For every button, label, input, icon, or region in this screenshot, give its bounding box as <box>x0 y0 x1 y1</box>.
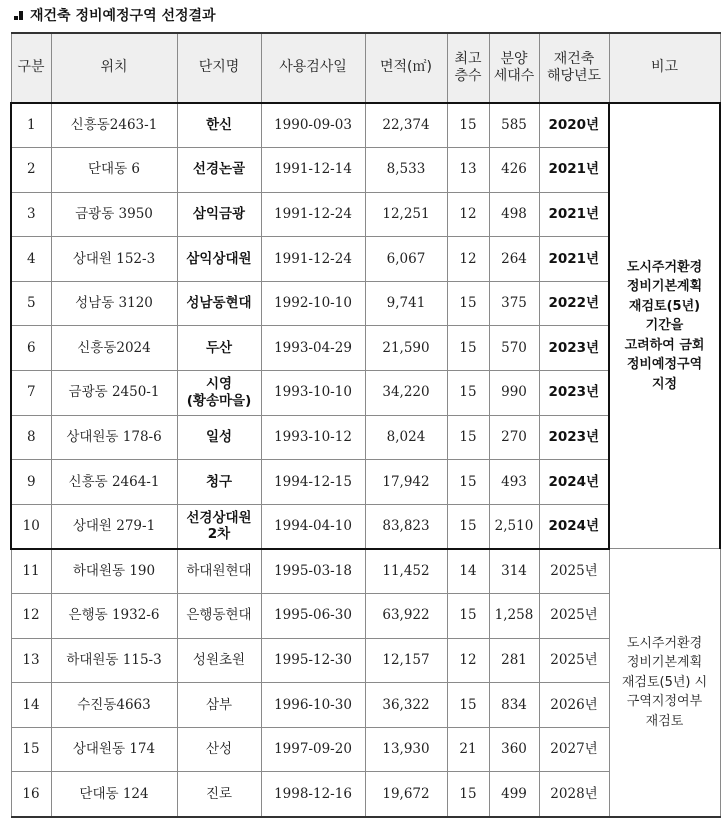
cell-rebuild-year: 2021년 <box>539 192 609 237</box>
cell-units: 281 <box>489 638 539 683</box>
cell-note <box>609 103 720 549</box>
cell-units: 426 <box>489 148 539 193</box>
cell-no: 11 <box>11 549 51 594</box>
cell-units: 264 <box>489 237 539 282</box>
note-line: 재검토(5년) 시 <box>621 674 708 690</box>
cell-rebuild-year: 2026년 <box>539 683 609 728</box>
cell-max-floor: 13 <box>447 148 489 193</box>
cell-location: 상대원동 178-6 <box>51 415 177 460</box>
header-area: 면적(㎡) <box>365 33 447 103</box>
complex-name-line: 청구 <box>205 473 233 490</box>
cell-location: 단대동 124 <box>51 772 177 817</box>
cell-approval-date: 1990-09-03 <box>261 103 365 148</box>
header-note: 비고 <box>609 33 720 103</box>
cell-area: 12,157 <box>365 638 447 683</box>
complex-name-line: 삼부 <box>205 696 233 713</box>
cell-location: 금광동 3950 <box>51 192 177 237</box>
cell-location: 은행동 1932-6 <box>51 594 177 639</box>
cell-approval-date: 1995-06-30 <box>261 594 365 639</box>
cell-units: 493 <box>489 460 539 505</box>
header-rebuild-year <box>539 33 609 103</box>
cell-rebuild-year: 2022년 <box>539 281 609 326</box>
header-no: 구분 <box>11 33 51 103</box>
cell-units: 585 <box>489 103 539 148</box>
header-max-floor-line1: 최고 <box>454 50 482 67</box>
cell-approval-date: 1991-12-24 <box>261 237 365 282</box>
cell-no: 3 <box>11 192 51 237</box>
page-title <box>14 4 216 26</box>
cell-area: 11,452 <box>365 549 447 594</box>
cell-max-floor: 15 <box>447 371 489 416</box>
cell-max-floor: 14 <box>447 549 489 594</box>
cell-rebuild-year: 2023년 <box>539 326 609 371</box>
cell-no: 5 <box>11 281 51 326</box>
cell-units: 499 <box>489 772 539 817</box>
cell-area: 6,067 <box>365 237 447 282</box>
cell-max-floor: 12 <box>447 638 489 683</box>
complex-name-line: 삼익상대원 <box>186 250 252 267</box>
cell-location: 상대원 279-1 <box>51 504 177 549</box>
cell-units: 1,258 <box>489 594 539 639</box>
cell-approval-date: 1994-12-15 <box>261 460 365 505</box>
cell-area: 21,590 <box>365 326 447 371</box>
table-row <box>11 549 720 594</box>
cell-rebuild-year: 2028년 <box>539 772 609 817</box>
cell-no: 2 <box>11 148 51 193</box>
cell-max-floor: 21 <box>447 727 489 772</box>
cell-rebuild-year: 2023년 <box>539 415 609 460</box>
cell-max-floor: 15 <box>447 103 489 148</box>
cell-approval-date: 1996-10-30 <box>261 683 365 728</box>
complex-name-line: (황송마을) <box>186 392 252 409</box>
cell-rebuild-year: 2021년 <box>539 148 609 193</box>
note-line: 고려하여 금회 <box>624 337 705 353</box>
cell-no: 7 <box>11 371 51 416</box>
cell-approval-date: 1997-09-20 <box>261 727 365 772</box>
cell-units: 570 <box>489 326 539 371</box>
cell-approval-date: 1992-10-10 <box>261 281 365 326</box>
cell-approval-date: 1993-10-10 <box>261 371 365 416</box>
cell-location: 신흥동2024 <box>51 326 177 371</box>
cell-max-floor: 15 <box>447 415 489 460</box>
header-max-floor-line2: 층수 <box>454 68 482 84</box>
cell-max-floor: 15 <box>447 504 489 549</box>
header-location: 위치 <box>51 33 177 103</box>
cell-area: 22,374 <box>365 103 447 148</box>
cell-no: 13 <box>11 638 51 683</box>
cell-location: 상대원 152-3 <box>51 237 177 282</box>
note-line: 정비기본계획 <box>626 279 703 295</box>
table-body <box>11 103 720 817</box>
redevelopment-table <box>10 32 721 818</box>
cell-area: 13,930 <box>365 727 447 772</box>
cell-rebuild-year: 2021년 <box>539 237 609 282</box>
header-approval-date: 사용검사일 <box>261 33 365 103</box>
cell-complex <box>177 281 261 326</box>
cell-area: 12,251 <box>365 192 447 237</box>
cell-units: 990 <box>489 371 539 416</box>
note-line: 도시주거환경 <box>626 259 703 275</box>
header-row <box>11 33 720 103</box>
cell-no: 4 <box>11 237 51 282</box>
cell-rebuild-year: 2024년 <box>539 460 609 505</box>
cell-location: 신흥동2463-1 <box>51 103 177 148</box>
complex-name-line: 산성 <box>205 741 233 758</box>
cell-max-floor: 15 <box>447 594 489 639</box>
cell-rebuild-year: 2023년 <box>539 371 609 416</box>
cell-location: 성남동 3120 <box>51 281 177 326</box>
complex-name-line: 시영 <box>205 375 233 392</box>
cell-rebuild-year: 2020년 <box>539 103 609 148</box>
cell-location: 신흥동 2464-1 <box>51 460 177 505</box>
cell-complex <box>177 549 261 594</box>
header-complex: 단지명 <box>177 33 261 103</box>
cell-complex <box>177 237 261 282</box>
complex-name-line: 은행동현대 <box>186 607 252 624</box>
note-line: 도시주거환경 <box>626 635 703 651</box>
cell-approval-date: 1998-12-16 <box>261 772 365 817</box>
cell-complex <box>177 594 261 639</box>
cell-area: 8,533 <box>365 148 447 193</box>
cell-units: 270 <box>489 415 539 460</box>
cell-approval-date: 1993-10-12 <box>261 415 365 460</box>
cell-rebuild-year: 2024년 <box>539 504 609 549</box>
cell-max-floor: 15 <box>447 326 489 371</box>
cell-location: 수진동4663 <box>51 683 177 728</box>
cell-rebuild-year: 2025년 <box>539 638 609 683</box>
cell-approval-date: 1991-12-24 <box>261 192 365 237</box>
complex-name-line: 일성 <box>205 429 233 446</box>
cell-complex <box>177 683 261 728</box>
cell-complex <box>177 326 261 371</box>
header-max-floor <box>447 33 489 103</box>
note-line: 구역지정여부 <box>626 694 703 710</box>
cell-max-floor: 15 <box>447 460 489 505</box>
complex-name-line: 2차 <box>207 526 231 543</box>
cell-no: 8 <box>11 415 51 460</box>
note-line: 정비기본계획 <box>626 655 703 671</box>
cell-approval-date: 1995-12-30 <box>261 638 365 683</box>
cell-rebuild-year: 2027년 <box>539 727 609 772</box>
cell-complex <box>177 148 261 193</box>
cell-no: 16 <box>11 772 51 817</box>
cell-area: 36,322 <box>365 683 447 728</box>
cell-no: 10 <box>11 504 51 549</box>
bullet-icon <box>14 11 23 20</box>
cell-complex <box>177 415 261 460</box>
note-line: 정비예정구역 <box>626 357 703 373</box>
cell-complex <box>177 772 261 817</box>
cell-rebuild-year: 2025년 <box>539 549 609 594</box>
cell-complex <box>177 638 261 683</box>
cell-area: 17,942 <box>365 460 447 505</box>
header-rebuild-year-line1: 재건축 <box>553 50 595 67</box>
cell-area: 8,024 <box>365 415 447 460</box>
complex-name-line: 선경논골 <box>192 161 246 178</box>
cell-location: 하대원동 115-3 <box>51 638 177 683</box>
cell-units: 834 <box>489 683 539 728</box>
table-row <box>11 103 720 148</box>
note-line: 재검토 <box>645 713 684 729</box>
header-units <box>489 33 539 103</box>
cell-complex <box>177 460 261 505</box>
complex-name-line: 두산 <box>205 339 233 356</box>
cell-units: 375 <box>489 281 539 326</box>
complex-name-line: 삼익금광 <box>192 206 246 223</box>
complex-name-line: 선경상대원 <box>186 509 252 526</box>
note-line: 재검토(5년) <box>628 298 701 314</box>
cell-rebuild-year: 2025년 <box>539 594 609 639</box>
cell-max-floor: 12 <box>447 192 489 237</box>
cell-area: 34,220 <box>365 371 447 416</box>
cell-location: 단대동 6 <box>51 148 177 193</box>
cell-location: 금광동 2450-1 <box>51 371 177 416</box>
cell-complex <box>177 192 261 237</box>
cell-no: 12 <box>11 594 51 639</box>
cell-units: 498 <box>489 192 539 237</box>
complex-name-line: 진로 <box>205 785 233 802</box>
cell-complex <box>177 504 261 549</box>
header-rebuild-year-line2: 해당년도 <box>546 68 602 84</box>
cell-max-floor: 15 <box>447 683 489 728</box>
cell-area: 19,672 <box>365 772 447 817</box>
note-line: 지정 <box>651 376 678 392</box>
cell-no: 14 <box>11 683 51 728</box>
cell-approval-date: 1991-12-14 <box>261 148 365 193</box>
cell-location: 상대원동 174 <box>51 727 177 772</box>
cell-area: 83,823 <box>365 504 447 549</box>
cell-complex <box>177 103 261 148</box>
header-units-line1: 분양 <box>500 50 528 67</box>
page-title-text: 재건축 정비예정구역 선정결과 <box>30 8 216 24</box>
header-units-line2: 세대수 <box>493 68 535 84</box>
cell-complex <box>177 727 261 772</box>
cell-area: 63,922 <box>365 594 447 639</box>
complex-name-line: 성원초원 <box>192 651 246 668</box>
complex-name-line: 성남동현대 <box>186 295 252 312</box>
cell-approval-date: 1993-04-29 <box>261 326 365 371</box>
note-line: 기간을 <box>645 318 684 334</box>
cell-max-floor: 15 <box>447 281 489 326</box>
complex-name-line: 한신 <box>205 117 233 134</box>
cell-complex <box>177 371 261 416</box>
cell-no: 1 <box>11 103 51 148</box>
cell-approval-date: 1994-04-10 <box>261 504 365 549</box>
cell-units: 2,510 <box>489 504 539 549</box>
cell-max-floor: 12 <box>447 237 489 282</box>
cell-no: 6 <box>11 326 51 371</box>
cell-note <box>609 549 720 817</box>
cell-area: 9,741 <box>365 281 447 326</box>
cell-location: 하대원동 190 <box>51 549 177 594</box>
cell-no: 9 <box>11 460 51 505</box>
cell-max-floor: 15 <box>447 772 489 817</box>
cell-units: 360 <box>489 727 539 772</box>
cell-units: 314 <box>489 549 539 594</box>
cell-approval-date: 1995-03-18 <box>261 549 365 594</box>
cell-no: 15 <box>11 727 51 772</box>
complex-name-line: 하대원현대 <box>186 563 252 580</box>
